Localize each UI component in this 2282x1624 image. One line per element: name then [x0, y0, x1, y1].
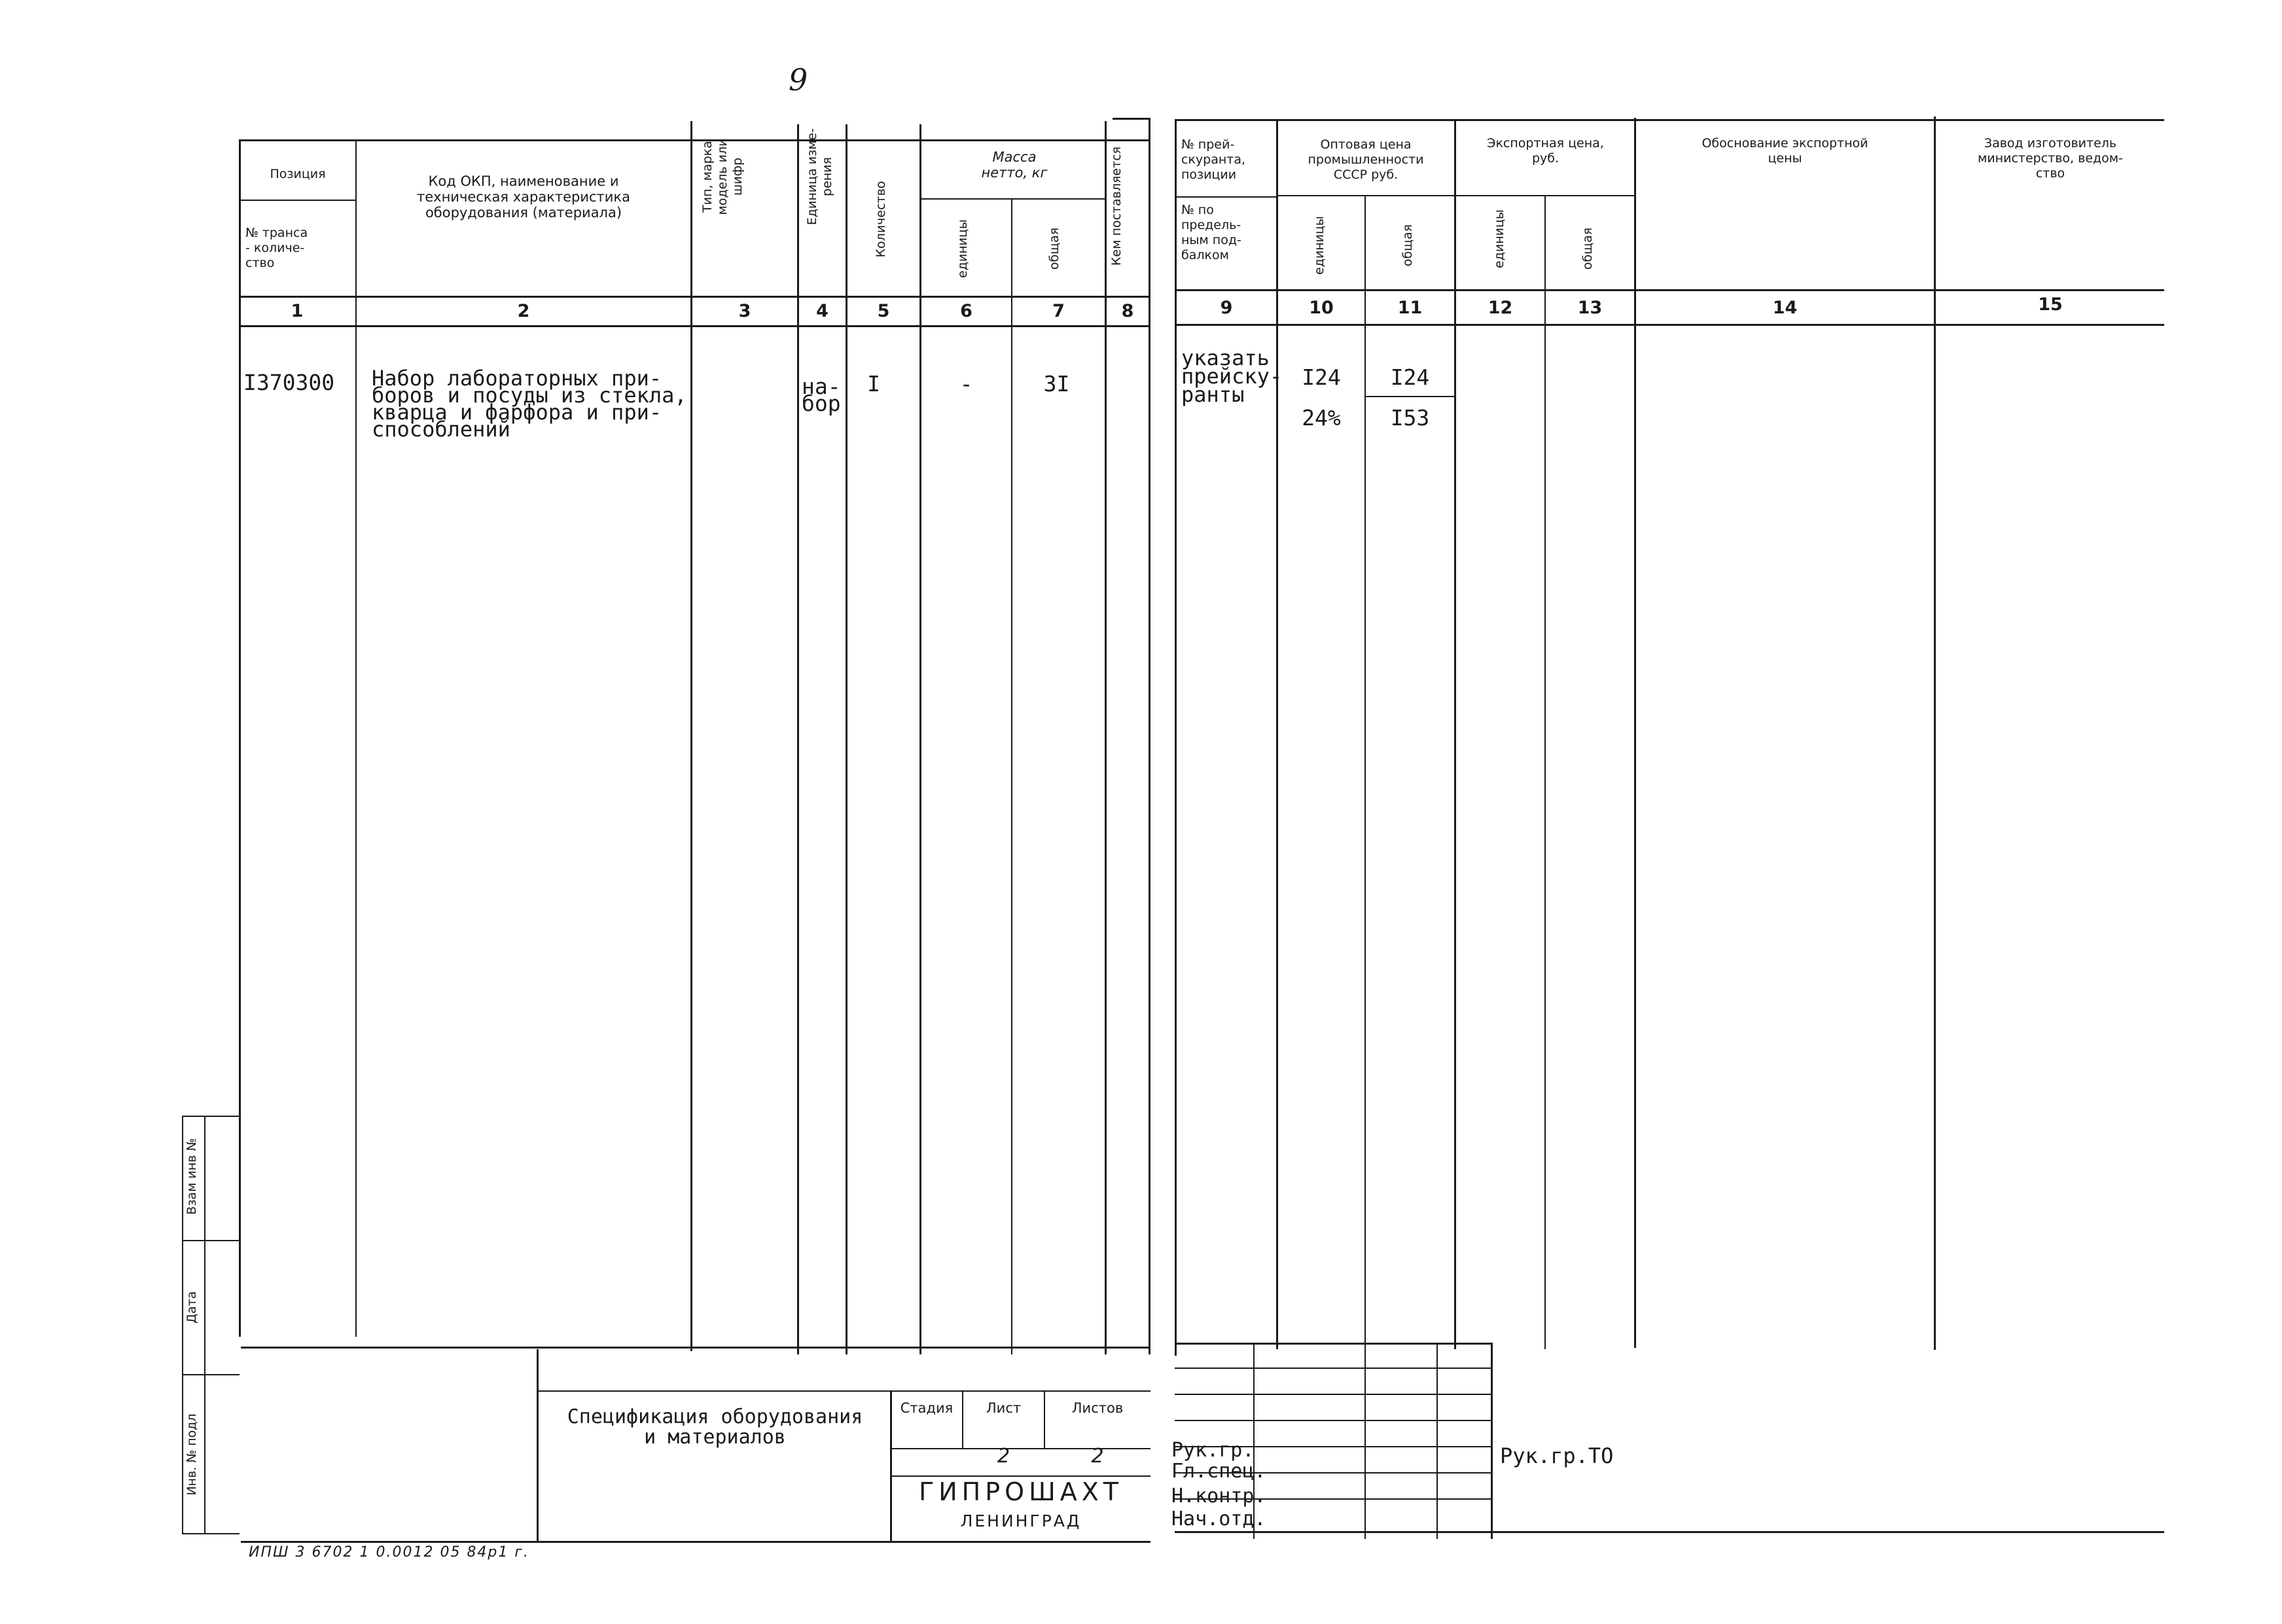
- header-wholesale-unit: единицы: [1312, 216, 1327, 275]
- row-price-list: указать прейску- ранты: [1181, 345, 1283, 407]
- header-name: Код ОКП, наименование и техническая характеристика оборудования (материала): [417, 173, 630, 221]
- footer-code: ИПШ 3 6702 1 0.0012 05 84р1 г.: [249, 1544, 529, 1561]
- header-manufacturer: Завод изготовитель министерство, ведом- ство: [1978, 136, 2123, 181]
- page-number: 9: [789, 62, 808, 97]
- header-price-list: № прей- скуранта, позиции: [1181, 137, 1246, 182]
- stamp-vzam: Взам инв №: [185, 1138, 199, 1215]
- col-number-6: 6: [960, 301, 972, 321]
- header-price-list-pos: № по предель- ным под- балком: [1181, 203, 1241, 262]
- row-price-total-top: I24: [1390, 364, 1430, 390]
- row-unit: на- бор: [802, 374, 841, 416]
- col-number-13: 13: [1577, 298, 1603, 318]
- sheets-label: Листов: [1071, 1400, 1124, 1416]
- header-supplier: Кем поставляется: [1109, 146, 1124, 266]
- header-export-justification: Обоснование экспортной цены: [1702, 136, 1868, 166]
- row-mass-unit: -: [959, 371, 973, 397]
- stamp-role-4: Нач.отд.: [1171, 1508, 1266, 1530]
- col-number-10: 10: [1309, 298, 1334, 318]
- row-name: Набор лабораторных при- боров и посуды из стекла, кварца и фарфора и при- способлений: [372, 366, 687, 442]
- header-unit: Единица изме- рения: [805, 128, 834, 226]
- col-number-8: 8: [1121, 301, 1134, 321]
- col-number-4: 4: [816, 301, 829, 321]
- row-price-unit-top: I24: [1302, 364, 1341, 390]
- col-number-14: 14: [1772, 298, 1798, 318]
- header-mass: Масса нетто, кг: [981, 149, 1048, 181]
- stamp-role-3: Н.контр.: [1171, 1485, 1266, 1508]
- col-number-1: 1: [291, 301, 304, 321]
- col-number-3: 3: [738, 301, 751, 321]
- header-quantity: Количество: [874, 181, 888, 258]
- stamp-role-1: Рук.гр.: [1171, 1439, 1255, 1462]
- row-quantity: I: [867, 371, 880, 397]
- sheets-value: 2: [1091, 1445, 1104, 1468]
- doc-title: Спецификация оборудования и материалов: [567, 1405, 863, 1449]
- header-mass-total: общая: [1047, 227, 1061, 270]
- header-mass-unit: единицы: [955, 219, 970, 278]
- row-price-unit-bottom: 24%: [1302, 405, 1341, 431]
- row-position: I370300: [243, 370, 335, 395]
- stamp-inv: Инв. № подл: [185, 1413, 199, 1496]
- header-position: Позиция: [270, 167, 326, 181]
- col-number-9: 9: [1220, 298, 1233, 318]
- col-number-11: 11: [1397, 298, 1423, 318]
- header-position-count: № транса - количе- ство: [245, 226, 308, 270]
- row-mass-total: 3I: [1043, 371, 1070, 397]
- col-number-5: 5: [877, 301, 890, 321]
- sheet-value: 2: [997, 1445, 1010, 1468]
- col-number-12: 12: [1488, 298, 1513, 318]
- sheet-label: Лист: [986, 1400, 1022, 1416]
- stamp-note: Рук.гр.ТО: [1500, 1443, 1614, 1468]
- header-type: Тип, марка модель или шифр: [700, 138, 745, 215]
- header-wholesale-total: общая: [1400, 224, 1415, 267]
- org-name: ГИПРОШАХТ: [919, 1477, 1123, 1506]
- row-price-total-bottom: I53: [1390, 405, 1430, 431]
- header-export-unit: единицы: [1492, 209, 1506, 268]
- col-number-15: 15: [2038, 294, 2063, 315]
- stamp-role-2: Гл.спец.: [1171, 1460, 1266, 1483]
- header-export-total: общая: [1580, 227, 1595, 270]
- header-export-price: Экспортная цена, руб.: [1487, 136, 1604, 166]
- col-number-2: 2: [517, 301, 530, 321]
- org-city: ЛЕНИНГРАД: [960, 1511, 1082, 1530]
- stage-label: Стадия: [900, 1400, 954, 1416]
- stamp-data: Дата: [185, 1291, 199, 1324]
- header-wholesale-price: Оптовая цена промышленности СССР руб.: [1308, 137, 1424, 182]
- col-number-7: 7: [1052, 301, 1065, 321]
